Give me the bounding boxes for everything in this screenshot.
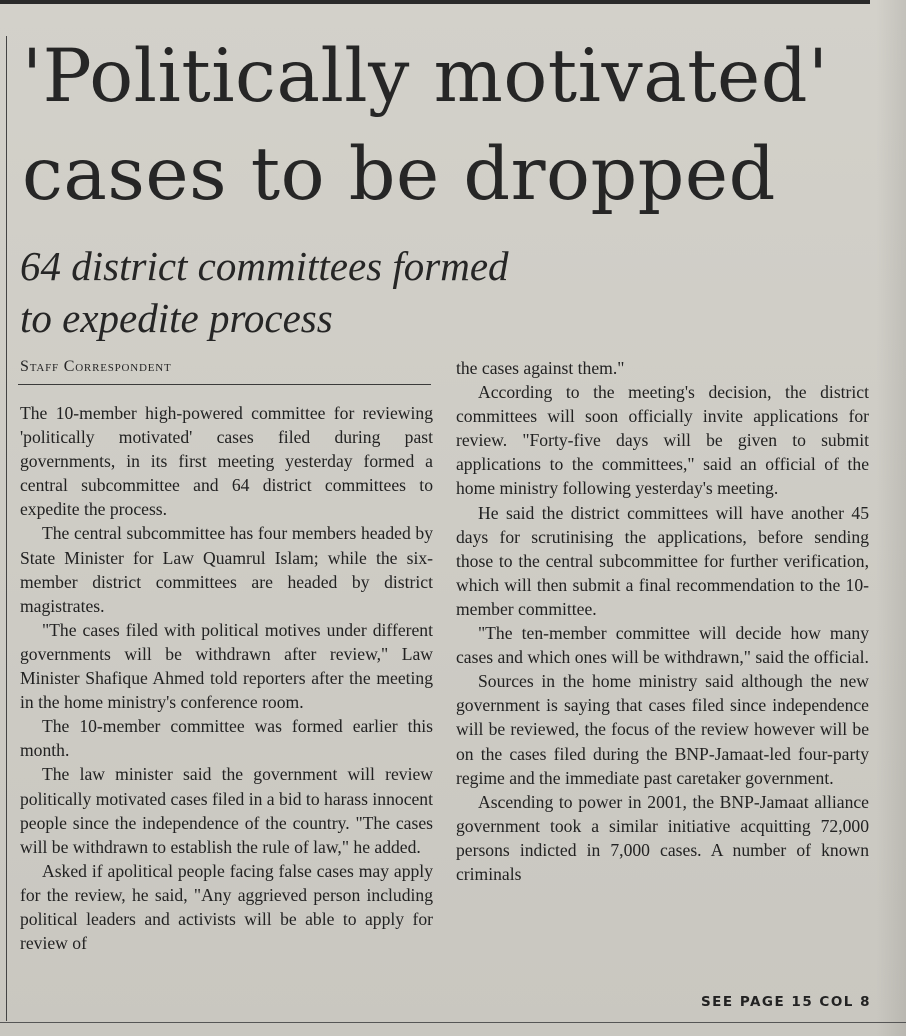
subheadline-line-1: 64 district committees formed: [20, 243, 509, 289]
paragraph: the cases against them.": [456, 358, 625, 378]
paragraph: "The ten-member committee will decide how many cases and which ones will be withdrawn," said the official.: [456, 623, 869, 668]
continuation-jump: SEE PAGE 15 COL 8: [700, 994, 871, 1010]
paragraph: "The cases filed with political motives under different governments will be withdrawn after review," Law Minister Shafique Ahmed told reporters after the meeting in the home ministry's conference room.: [20, 619, 433, 713]
column-rule-left: [6, 36, 7, 1021]
headline-line-2: cases to be dropped: [22, 132, 776, 217]
headline: [22, 28, 882, 224]
byline-rule: [18, 384, 431, 385]
paragraph: The 10-member committee was formed earlier this month.: [20, 716, 433, 761]
subheadline-line-2: to expedite process: [20, 295, 333, 341]
paragraph: He said the district committees will have another 45 days for scrutinising the applications, before sending those to the central subcommittee for further verification, which will then submit a final recommendation to the 10-member committee.: [456, 502, 869, 619]
paragraph: The 10-member high-powered committee for reviewing 'politically motivated' cases filed during past governments, in its first meeting yesterday formed a central subcommittee and 64 district committees to expedite the process.: [20, 403, 433, 520]
top-rule: [0, 0, 870, 4]
paragraph: Ascending to power in 2001, the BNP-Jamaat alliance government took a similar initiative acquitting 72,000 persons indicted in 7,000 cases. A number of known criminals: [456, 791, 869, 884]
headline-line-1: 'Politically motivated': [22, 34, 829, 119]
paragraph: The law minister said the government will review politically motivated cases filed in a bid to harass innocent people since the independence of the country. "The cases will be withdrawn to establish the rule of law," he added.: [20, 764, 433, 857]
paragraph: The central subcommittee has four members headed by State Minister for Law Quamrul Islam; while the six-member district committees are headed by district magistrates.: [20, 523, 433, 616]
subheadline: [20, 240, 720, 344]
article-column-right: [456, 356, 869, 886]
paragraph: According to the meeting's decision, the district committees will soon officially invite applications for review. "Forty-five days will be given to submit applications to the committees," said an official of the home ministry following yesterday's meeting.: [456, 382, 869, 499]
paragraph: Sources in the home ministry said although the new government is saying that cases filed since independence will be reviewed, the focus of the review however will be on the cases filed during the BNP-Jamaat-led four-party regime and the immediate past caretaker government.: [456, 671, 869, 788]
bottom-rule: [0, 1022, 906, 1023]
byline: Staff Correspondent: [20, 358, 172, 375]
paragraph: Asked if apolitical people facing false cases may apply for the review, he said, "Any aggrieved person including political leaders and activists will be able to apply for review of: [20, 860, 433, 954]
article-column-left: [20, 401, 433, 955]
